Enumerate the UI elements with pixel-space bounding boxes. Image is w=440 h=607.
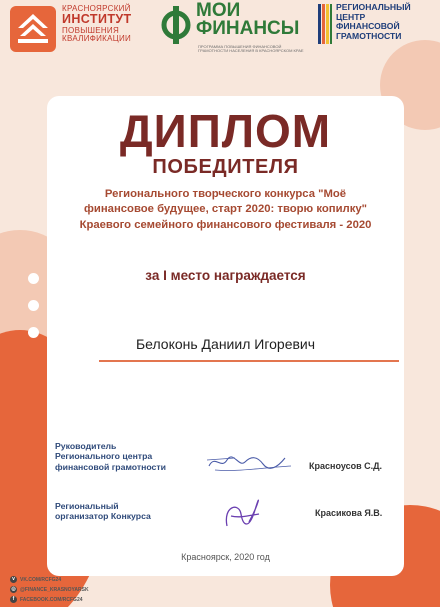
- social-vk: [10, 576, 61, 583]
- signer2-name: Красикова Я.В.: [315, 508, 383, 518]
- recipient-name: Белоконь Даниил Игоревич: [135, 336, 316, 352]
- signer2-role-line2: организатор Конкурса: [55, 511, 151, 522]
- social-instagram: [10, 586, 89, 593]
- signer1-role-line3: финансовой грамотности: [55, 461, 166, 472]
- decor-dot: [28, 300, 39, 311]
- regional-center-line1: РЕГИОНАЛЬНЫЙ: [336, 2, 411, 12]
- moi-finansy-line1: МОИ: [196, 0, 241, 21]
- diploma-card: [47, 96, 404, 576]
- header-logos: [0, 0, 440, 70]
- diploma-subtitle: ПОБЕДИТЕЛЯ: [152, 156, 299, 178]
- signer2-role-line1: Региональный: [55, 501, 119, 511]
- decor-dot: [28, 327, 39, 338]
- social-facebook-text: FACEBOOK.COM/RCFG24: [20, 596, 83, 603]
- social-facebook: [10, 596, 83, 603]
- instagram-icon: ◎: [11, 586, 16, 592]
- decor-dot: [28, 273, 39, 284]
- diploma-title: ДИПЛОМ: [119, 105, 332, 157]
- regional-center-line4: ГРАМОТНОСТИ: [336, 30, 402, 41]
- contest-line1: Регионального творческого конкурса "Моё: [104, 188, 347, 200]
- facebook-icon: f: [10, 596, 17, 603]
- contest-line2: финансовое будущее, старт 2020: творю копилку": [84, 203, 367, 216]
- social-instagram-text: @FINANCE_KRASNOYARSK: [20, 586, 89, 593]
- city-year: Красноярск, 2020 год: [181, 552, 270, 562]
- award-text: за I место награждается: [145, 268, 306, 283]
- institute-logo-icon: [10, 6, 56, 52]
- signature1-image: [205, 448, 295, 478]
- signer1-role: [55, 441, 166, 472]
- contest-line3: Краевого семейного финансового фестиваля - 2020: [79, 218, 372, 231]
- moi-finansy-logo-icon: [160, 6, 192, 44]
- regional-center-logo-icon: [318, 4, 332, 44]
- institute-line4: КВАЛИФИКАЦИИ: [62, 33, 132, 43]
- institute-line2: ИНСТИТУТ: [62, 12, 132, 27]
- vk-icon: v: [10, 576, 17, 583]
- institute-line3: ПОВЫШЕНИЯ: [62, 25, 120, 35]
- signature2-image: [219, 496, 265, 536]
- regional-center-line3: ФИНАНСОВОЙ: [336, 21, 400, 32]
- moi-finansy-subtext: ПРОГРАММА ПОВЫШЕНИЯ ФИНАНСОВОЙ ГРАМОТНОСТИ НАСЕЛЕНИЯ В КРАСНОЯРСКОМ КРАЕ: [198, 44, 304, 54]
- social-vk-text: VK.COM/RCFG24: [20, 576, 62, 583]
- signer1-name: Красноусов С.Д.: [309, 461, 383, 471]
- signer2-role: [55, 501, 151, 522]
- signer1-role-line1: Руководитель: [55, 441, 117, 451]
- regional-center-line2: ЦЕНТР: [336, 11, 366, 22]
- contest-description: [57, 187, 394, 233]
- moi-finansy-line2: ФИНАНСЫ: [196, 18, 300, 40]
- institute-line1: КРАСНОЯРСКИЙ: [62, 4, 131, 13]
- institute-name: [62, 5, 132, 43]
- signer1-role-line2: Регионального центра: [55, 451, 153, 462]
- moi-finansy-name: [196, 2, 299, 38]
- regional-center-name: [336, 3, 411, 42]
- recipient-underline: [99, 360, 399, 362]
